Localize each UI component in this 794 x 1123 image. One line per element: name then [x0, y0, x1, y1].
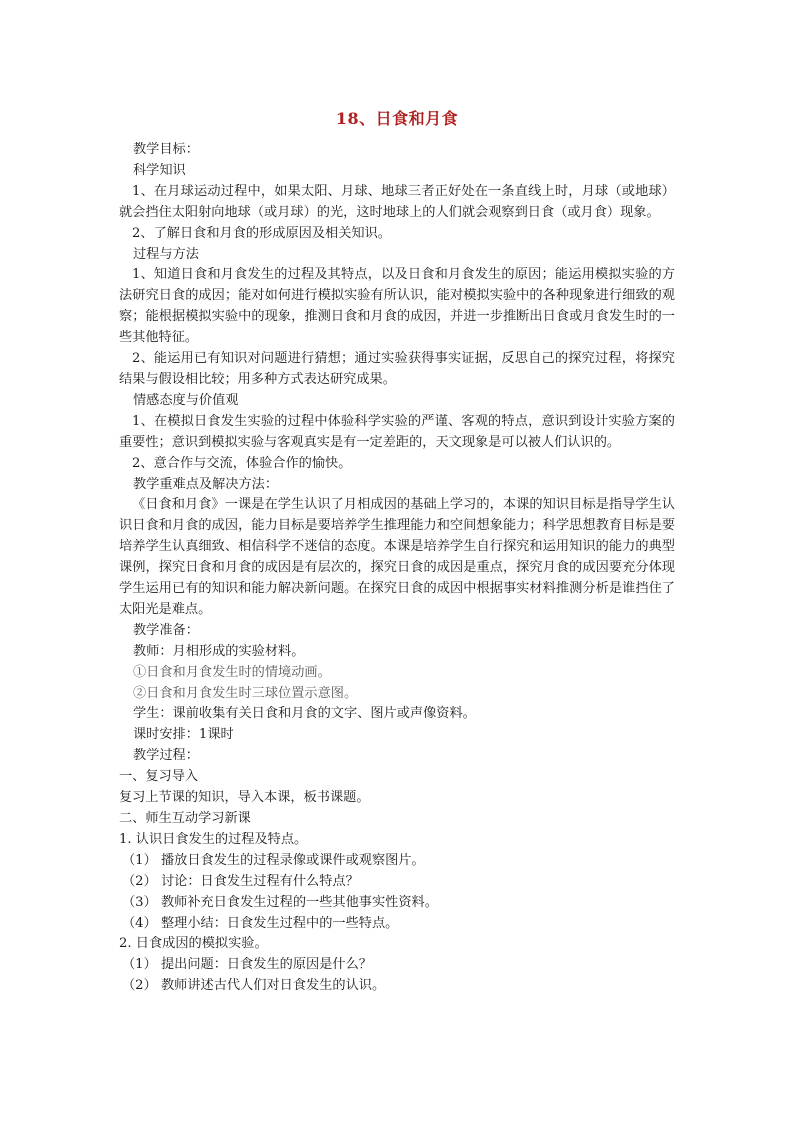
goals-heading: 教学目标：	[133, 142, 199, 157]
preparation-teacher: 教师：月相形成的实验材料。	[133, 643, 305, 659]
process-item-2: 2、能运用已有知识对问题进行猜想；通过实验获得事实证据，反思自己的探究过程，将探究结果与假设相比较；用多种方式表达研究成果。	[119, 351, 675, 387]
step-1-heading: 1. 认识日食发生的过程及特点。	[119, 831, 308, 847]
schedule: 课时安排：1课时	[133, 727, 234, 743]
attitude-item-2: 2、意合作与交流，体验合作的愉快。	[132, 455, 352, 471]
process-item-1: 1、知道日食和月食发生的过程及其特点，以及日食和月食发生的原因；能运用模拟实验的方法研究日食的成因；能对如何进行模拟实验有所认识，能对模拟实验中的各种现象进行细致的观察；能根据模拟实验中的现象，推测日食和月食的成因，并进一步推断出日食或月食发生时的一些其他特征。	[119, 267, 675, 346]
step-1-item-2: （2） 讨论：日食发生过程有什么特点？	[122, 873, 359, 889]
step-2-item-1: （1） 提出问题：日食发生的原因是什么？	[122, 957, 372, 973]
document-body	[119, 140, 675, 997]
preparation-heading: 教学准备：	[133, 622, 199, 638]
section-1-text: 复习上节课的知识，导入本课，板书课题。	[119, 790, 370, 806]
preparation-item-2: ②日食和月食发生时三球位置示意图。	[133, 685, 358, 701]
teaching-process-heading: 教学过程：	[133, 748, 199, 764]
knowledge-item-1: 1、在月球运动过程中，如果太阳、月球、地球三者正好处在一条直线上时，月球（或地球）就会挡住太阳射向地球（或月球）的光，这时地球上的人们就会观察到日食（或月食）现象。	[119, 183, 675, 220]
attitude-heading: 情感态度与价值观	[133, 392, 239, 408]
step-1-item-4: （4） 整理小结：日食发生过程中的一些特点。	[122, 915, 399, 931]
preparation-student: 学生：课前收集有关日食和月食的文字、图片或声像资料。	[133, 706, 476, 722]
section-2-heading: 二、师生互动学习新课	[119, 811, 251, 826]
key-points-heading: 教学重难点及解决方法：	[133, 476, 279, 492]
knowledge-item-2: 2、了解日食和月食的形成原因及相关知识。	[132, 225, 391, 241]
preparation-item-1: ①日食和月食发生时的情境动画。	[133, 664, 331, 680]
step-1-item-1: （1） 播放日食发生的过程录像或课件或观察图片。	[122, 852, 425, 868]
key-points-text: 《日食和月食》一课是在学生认识了月相成因的基础上学习的，本课的知识目标是指导学生认识日食和月食的成因，能力目标是要培养学生推理能力和空间想象能力；科学思想教育目标是要培养学生认真细致、相信科学不迷信的态度。本课是培养学生自行探究和运用知识的能力的典型课例，探究日食和月食的成因是有层次的，探究日食的成因是重点，探究月食的成因要充分体现学生运用已有的知识和能力解决新问题。在探究日食的成因中根据事实材料推测分析是谁挡住了太阳光是难点。	[119, 497, 675, 617]
process-heading: 过程与方法	[133, 246, 199, 262]
knowledge-heading: 科学知识	[133, 162, 186, 178]
step-2-heading: 2. 日食成因的模拟实验。	[119, 936, 268, 952]
attitude-item-1: 1、在模拟日食发生实验的过程中体验科学实验的严谨、客观的特点，意识到设计实验方案的重要性；意识到模拟实验与客观真实是有一定差距的，天文现象是可以被人们认识的。	[119, 413, 675, 450]
step-2-item-2: （2） 教师讲述古代人们对日食发生的认识。	[122, 978, 386, 994]
page-title: 18、日食和月食	[335, 109, 459, 128]
step-1-item-3: （3） 教师补充日食发生过程的一些其他事实性资料。	[122, 894, 438, 910]
section-1-heading: 一、复习导入	[119, 769, 199, 785]
